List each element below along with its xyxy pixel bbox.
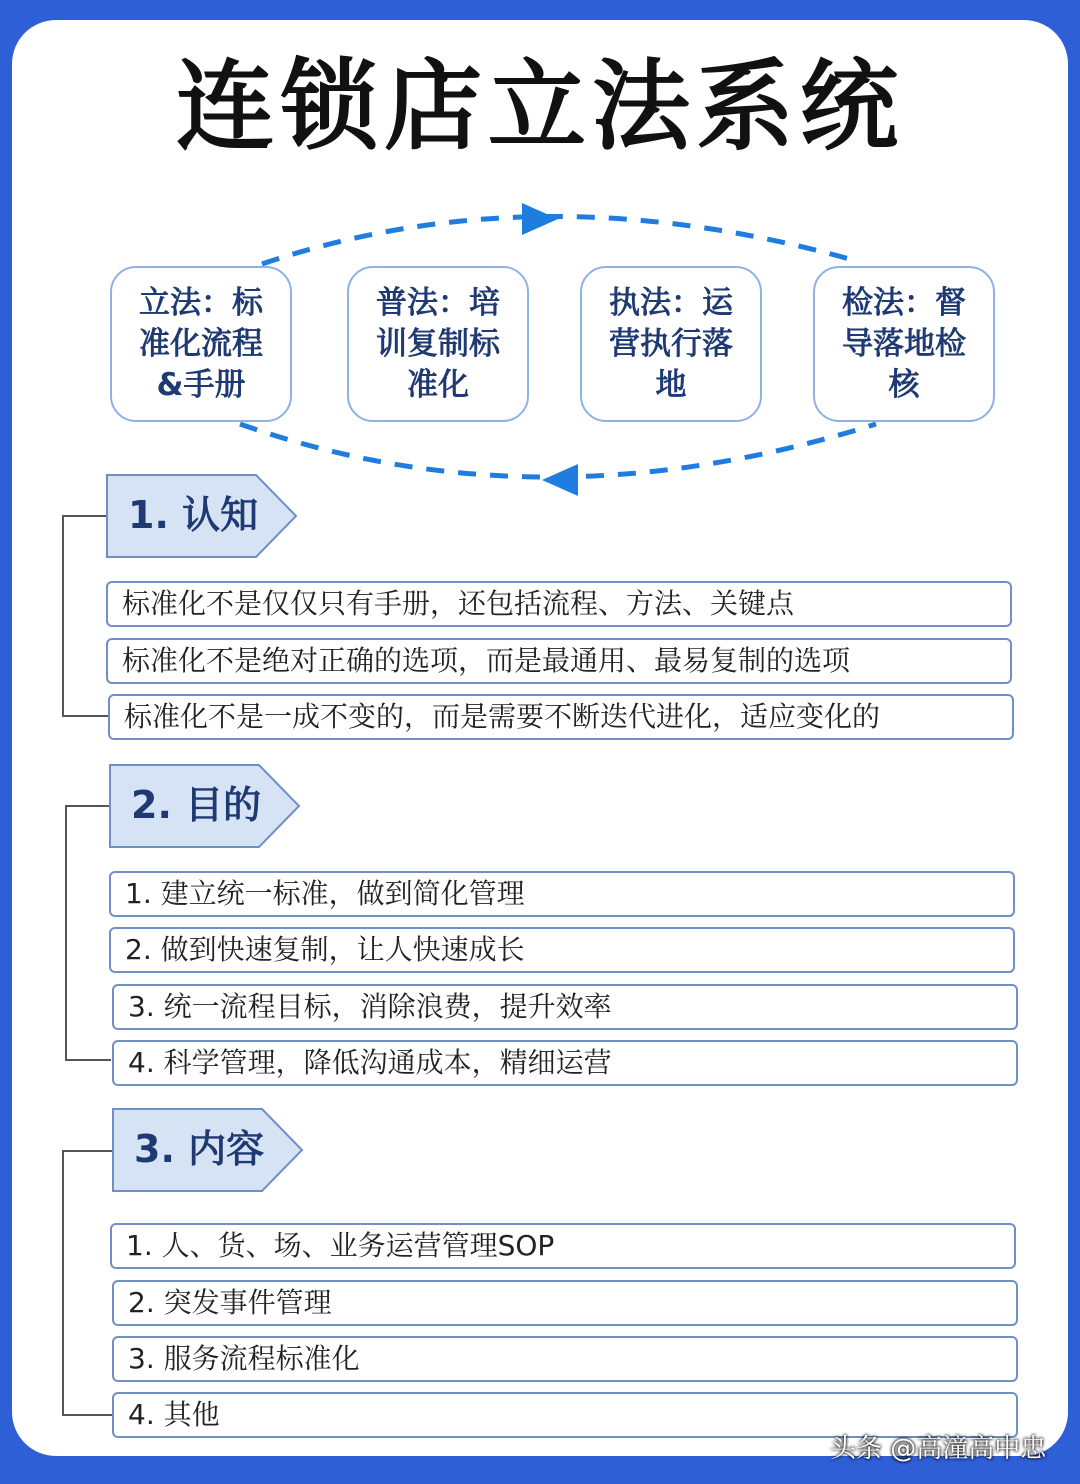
stage-legislation: 立法：标准化流程&手册: [110, 266, 292, 422]
list-item: 标准化不是绝对正确的选项，而是最通用、最易复制的选项: [106, 638, 1012, 684]
left-arrowhead-icon: [542, 464, 578, 496]
section-1-bracket: [62, 515, 108, 717]
list-item: 标准化不是一成不变的，而是需要不断迭代进化，适应变化的: [108, 694, 1014, 740]
top-dashed-arc: [262, 216, 860, 264]
list-item: 标准化不是仅仅只有手册，还包括流程、方法、关键点: [106, 581, 1012, 627]
stage-inspection: 检法：督导落地检核: [813, 266, 995, 422]
watermark: 头条 @高潼高中忠: [830, 1434, 1047, 1464]
list-item: 4. 其他: [112, 1392, 1018, 1438]
page-title: 连锁店立法系统: [175, 50, 904, 164]
stage-education: 普法：培训复制标准化: [347, 266, 529, 422]
list-item: 2. 做到快速复制，让人快速成长: [109, 927, 1015, 973]
cycle-arrows: [0, 0, 1080, 520]
section-2-label: 2. 目的: [131, 783, 262, 827]
section-1-tag: [106, 474, 298, 558]
section-3-tag: [112, 1108, 304, 1192]
section-2-bracket: [65, 805, 111, 1061]
list-item: 2. 突发事件管理: [112, 1280, 1018, 1326]
section-1-label: 1. 认知: [128, 493, 259, 537]
list-item: 1. 人、货、场、业务运营管理SOP: [110, 1223, 1016, 1269]
section-3-label: 3. 内容: [134, 1127, 265, 1171]
section-2-tag: [109, 764, 301, 848]
bottom-dashed-arc: [240, 424, 876, 477]
stage-execution: 执法：运营执行落地: [580, 266, 762, 422]
right-arrowhead-icon: [522, 203, 558, 235]
list-item: 3. 服务流程标准化: [112, 1336, 1018, 1382]
list-item: 4. 科学管理，降低沟通成本，精细运营: [112, 1040, 1018, 1086]
list-item: 3. 统一流程目标，消除浪费，提升效率: [112, 984, 1018, 1030]
list-item: 1. 建立统一标准，做到简化管理: [109, 871, 1015, 917]
section-3-bracket: [62, 1150, 112, 1416]
